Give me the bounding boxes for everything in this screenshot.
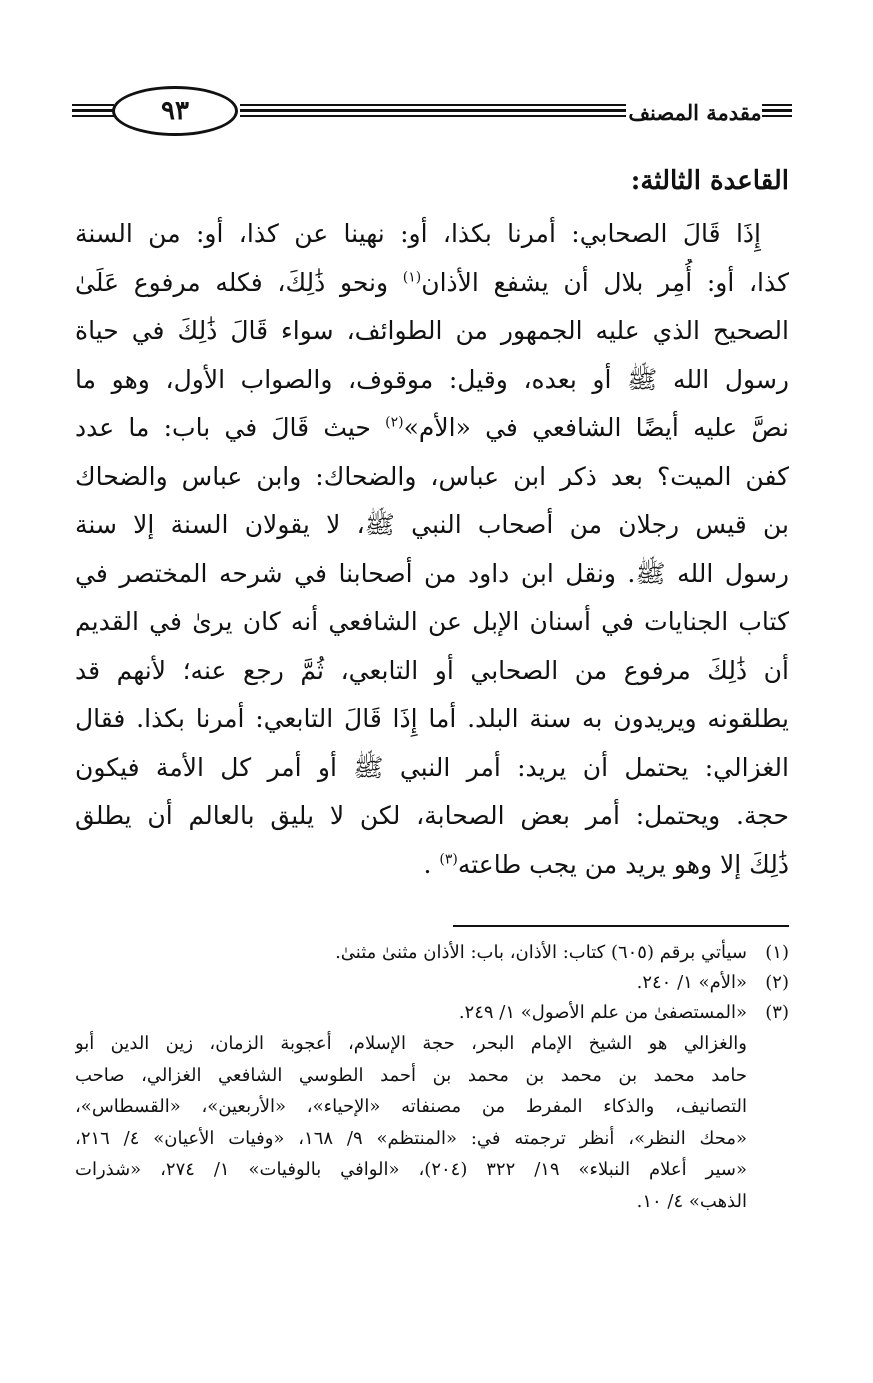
footnote-ref[interactable]: (٢)	[385, 414, 404, 431]
footnote-text: «الأم» ١/ ٢٤٠.	[636, 972, 747, 993]
footnote	[75, 998, 789, 1028]
footnote-ref[interactable]: (١)	[402, 269, 422, 286]
footnote	[75, 938, 789, 968]
footnote	[75, 968, 789, 998]
footnotes	[75, 938, 789, 1217]
body-line: رسول الله ﷺ. ونقل ابن داود من أصحابنا في شرحه المختصر في	[75, 558, 789, 588]
header-rule-left	[72, 104, 114, 118]
body-line: إِذَا قَالَ الصحابي: أمرنا بكذا، أو: نهينا عن كذا، أو: من السنة	[75, 219, 761, 248]
body-line: أن ذَٰلِكَ مرفوع من الصحابي أو التابعي، ثُمَّ رجع عنه؛ لأنهم قد	[75, 655, 789, 685]
footnote-ref[interactable]: (٣)	[439, 851, 458, 868]
body-line: نصَّ عليه أيضًا الشافعي في «الأم»$^{(٢)}$ حيث قَالَ في باب: ما عدد	[75, 413, 789, 442]
header-rule-middle	[240, 104, 626, 118]
body-line: الصحيح الذي عليه الجمهور من الطوائف، سواء قَالَ ذَٰلِكَ في حياة	[75, 316, 789, 345]
footnote-separator	[453, 925, 789, 927]
footnote-line: الذهب» ٤/ ١٠.	[636, 1190, 747, 1212]
footnote-line: «محك النظر»، أنظر ترجمته في: «المنتظم» ٩/ ١٦٨، «وفيات الأعيان» ٤/ ٢١٦،	[75, 1127, 747, 1149]
page-number-oval	[112, 86, 238, 136]
footnote-text: «المستصفىٰ من علم الأصول» ١/ ٢٤٩.	[458, 1002, 747, 1023]
section-title: القاعدة الثالثة:	[630, 166, 789, 196]
body-line: كفن الميت؟ بعد ذكر ابن عباس، والضحاك: وابن عباس والضحاك	[75, 461, 789, 491]
body-line: يطلقونه ويريدون به سنة البلد. أما إِذَا قَالَ التابعي: أمرنا بكذا. فقال	[75, 704, 789, 733]
running-header	[72, 86, 792, 146]
body-line: كذا، أو: أُمِر بلال أن يشفع الأذان$^{(١)}$ ونحو ذَٰلِكَ، فكله مرفوع عَلَىٰ	[75, 267, 789, 297]
footnote-number: (٢)	[765, 972, 789, 993]
body-line: حجة. ويحتمل: أمر بعض الصحابة، لكن لا يليق بالعالم أن يطلق	[75, 801, 789, 830]
footnote-number: (٣)	[765, 1002, 789, 1023]
footnote-line: حامد محمد بن محمد بن محمد بن أحمد الطوسي الشافعي الغزالي، صاحب	[75, 1064, 747, 1086]
footnote-number: (١)	[765, 942, 789, 963]
footnote-line: التصانيف، والذكاء المفرط من مصنفاته «الإحياء»، «الأربعين»، «القسطاس»،	[75, 1096, 747, 1117]
footnote-line: «سير أعلام النبلاء» ١٩/ ٣٢٢ (٢٠٤)، «الوافي بالوفيات» ١/ ٢٧٤، «شذرات	[75, 1159, 747, 1180]
footnote-line: والغزالي هو الشيخ الإمام البحر، حجة الإسلام، أعجوبة الزمان، زين الدين أبو	[75, 1033, 747, 1054]
body-line: الغزالي: يحتمل أن يريد: أمر النبي ﷺ أو أمر كل الأمة فيكون	[75, 752, 789, 782]
body-line: رسول الله ﷺ أو بعده، وقيل: موقوف، والصواب الأول، وهو ما	[75, 364, 789, 394]
body-text	[75, 210, 789, 889]
page-number: ٩٣	[161, 96, 189, 126]
footnote-text: سيأتي برقم (٦٠٥) كتاب: الأذان، باب: الأذان مثنىٰ مثنىٰ.	[335, 942, 747, 963]
running-title: مقدمة المصنف	[628, 100, 762, 125]
body-line: كتاب الجنايات في أسنان الإبل عن الشافعي أنه كان يرىٰ في القديم	[75, 607, 789, 636]
header-rule-right	[762, 104, 792, 118]
body-line: بن قيس رجلان من أصحاب النبي ﷺ، لا يقولان السنة إلا سنة	[75, 510, 789, 539]
footnote-continuation	[75, 1028, 789, 1217]
body-line: ذَٰلِكَ إلا وهو يريد من يجب طاعته$^{(٣)}$ .	[423, 849, 789, 879]
